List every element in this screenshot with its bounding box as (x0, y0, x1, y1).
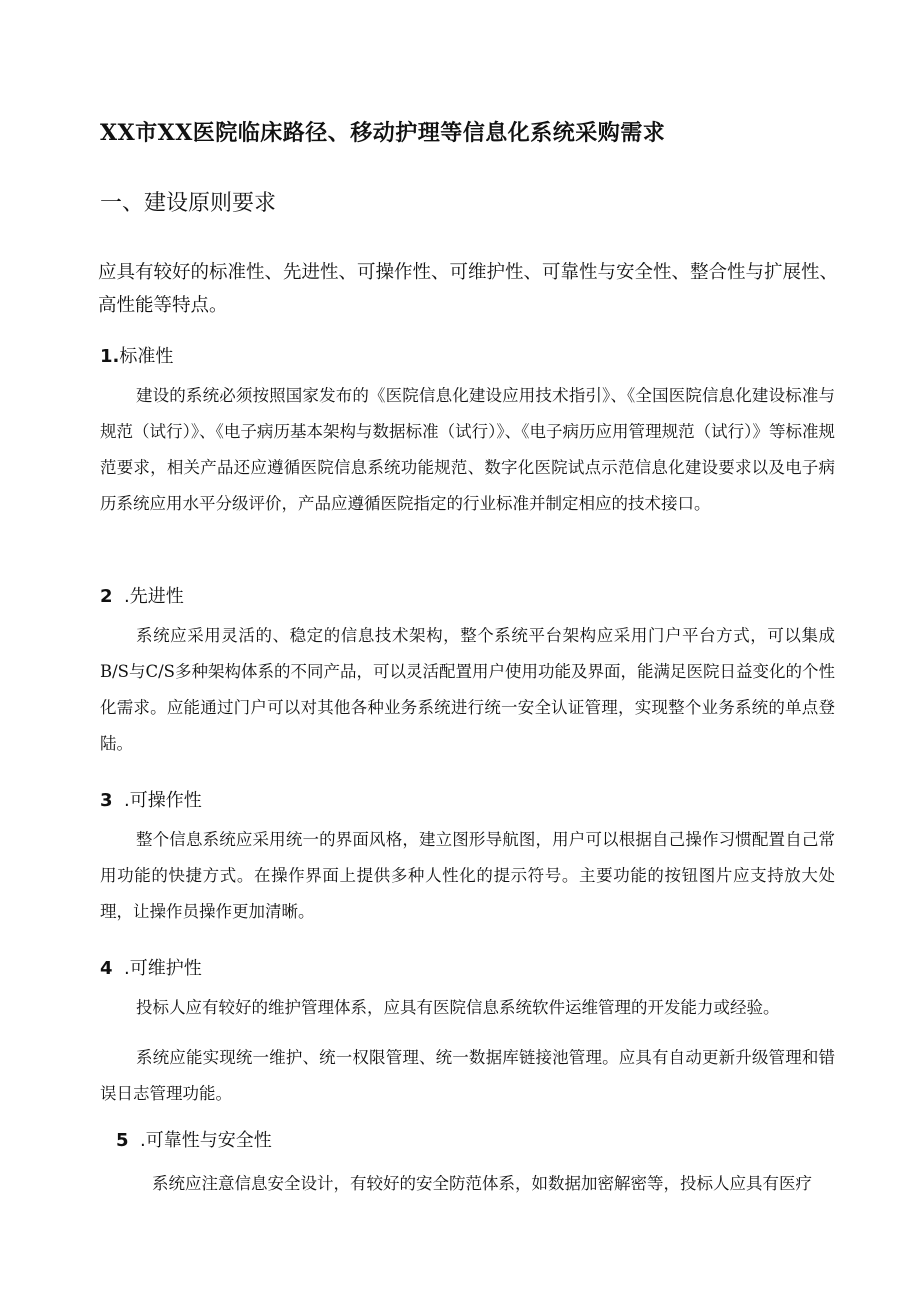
document-title: XX市XX医院临床路径、移动护理等信息化系统采购需求 (100, 120, 666, 146)
subsection-number: 5 (116, 1130, 129, 1151)
paragraph-operability: 整个信息系统应采用统一的界面风格，建立图形导航图，用户可以根据自己操作习惯配置自己常用功能的快捷方式。在操作界面上提供多种人性化的提示符号。主要功能的按钮图片应支持放大处理，让操作员操作更加清晰。 (100, 830, 835, 921)
paragraph-standards: 建设的系统必须按照国家发布的《医院信息化建设应用技术指引》、《全国医院信息化建设标准与规范（试行）》、《电子病历基本架构与数据标准（试行）》、《电子病历应用管理规范（试行）》等标准规范要求，相关产品还应遵循医院信息系统功能规范、数字化医院试点示范信息化建设要求以及电子病历系统应用水平分级评价，产品应遵循医院指定的行业标准并制定相应的技术接口。 (100, 386, 835, 513)
paragraph-reliability: 系统应注意信息安全设计，有较好的安全防范体系，如数据加密解密等，投标人应具有医疗 (152, 1174, 812, 1193)
subsection-title: .可靠性与安全性 (139, 1130, 272, 1151)
subsection-title: .可操作性 (123, 790, 202, 811)
subsection-heading-standards (100, 342, 173, 368)
subsection-number: 4 (100, 958, 113, 979)
subsection-heading-reliability (116, 1126, 272, 1152)
subsection-title: .先进性 (123, 586, 184, 607)
subsection-number: 1. (100, 346, 120, 367)
subsection-number: 3 (100, 790, 113, 811)
subsection-heading-maintainability (100, 954, 202, 980)
paragraph-advanced: 系统应采用灵活的、稳定的信息技术架构，整个系统平台架构应采用门户平台方式，可以集成B/S与C/S多种架构体系的不同产品，可以灵活配置用户使用功能及界面，能满足医院日益变化的个性化需求。应能通过门户可以对其他各种业务系统进行统一安全认证管理，实现整个业务系统的单点登陆。 (100, 626, 835, 753)
subsection-title: .可维护性 (123, 958, 202, 979)
subsection-heading-operability (100, 786, 202, 812)
subsection-heading-advanced (100, 582, 184, 608)
paragraph-maintainability-1: 投标人应有较好的维护管理体系，应具有医院信息系统软件运维管理的开发能力或经验。 (136, 998, 780, 1017)
subsection-number: 2 (100, 586, 113, 607)
section-heading-principles: 一、建设原则要求 (100, 191, 277, 216)
lead-paragraph: 应具有较好的标准性、先进性、可操作性、可维护性、可靠性与安全性、整合性与扩展性、高性能等特点。 (98, 262, 839, 316)
subsection-title: 标准性 (119, 346, 174, 367)
paragraph-maintainability-2: 系统应能实现统一维护、统一权限管理、统一数据库链接池管理。应具有自动更新升级管理和错误日志管理功能。 (100, 1048, 835, 1103)
